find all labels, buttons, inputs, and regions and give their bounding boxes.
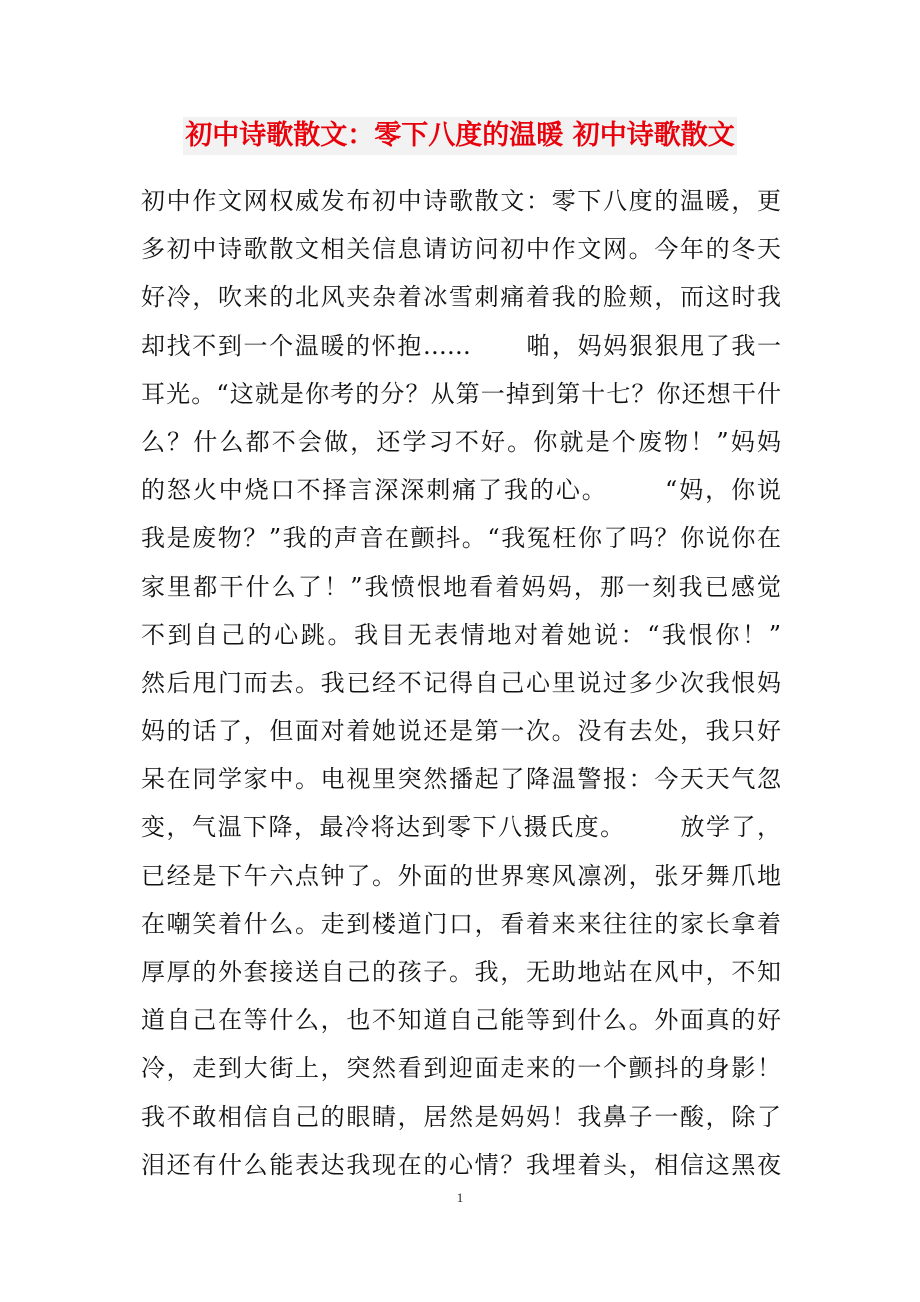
text-line: 泪还有什么能表达我现在的心情？我埋着头，相信这黑夜	[141, 1150, 781, 1179]
text-line: 在嘲笑着什么。走到楼道门口，看着来来往往的家长拿着	[141, 909, 781, 938]
text-line: 多初中诗歌散文相关信息请访问初中作文网。今年的冬天	[141, 235, 781, 264]
text-line: 初中作文网权威发布初中诗歌散文：零下八度的温暖，更	[141, 187, 781, 215]
text-line: 耳光。“这就是你考的分？从第一掉到第十七？你还想干什	[141, 379, 781, 408]
text-line: 么？什么都不会做，还学习不好。你就是个废物！”妈妈	[141, 427, 781, 456]
text-line: 然后甩门而去。我已经不记得自己心里说过多少次我恨妈	[141, 668, 781, 697]
document-title: 初中诗歌散文：零下八度的温暖 初中诗歌散文	[183, 117, 736, 155]
text-line: 不到自己的心跳。我目无表情地对着她说：“我恨你！”	[141, 620, 781, 649]
text-line: 已经是下午六点钟了。外面的世界寒风凛冽，张牙舞爪地	[141, 861, 781, 890]
text-line: 好冷，吹来的北风夹杂着冰雪刺痛着我的脸颊，而这时我	[141, 283, 781, 312]
body-text	[141, 177, 781, 1189]
text-line: 呆在同学家中。电视里突然播起了降温警报：今天天气忽	[141, 765, 781, 794]
text-line: 冷，走到大街上，突然看到迎面走来的一个颤抖的身影！	[141, 1054, 781, 1083]
text-line: 家里都干什么了！”我愤恨地看着妈妈，那一刻我已感觉	[141, 572, 781, 601]
text-line: 妈的话了，但面对着她说还是第一次。没有去处，我只好	[141, 717, 781, 746]
text-line: 却找不到一个温暖的怀抱…… 啪，妈妈狠狠甩了我一	[141, 331, 781, 360]
text-line: 我不敢相信自己的眼睛，居然是妈妈！我鼻子一酸，除了	[141, 1102, 781, 1131]
text-line: 道自己在等什么，也不知道自己能等到什么。外面真的好	[141, 1006, 781, 1035]
text-line: 变，气温下降，最冷将达到零下八摄氏度。 放学了，	[141, 813, 781, 842]
title-container	[0, 117, 920, 155]
text-line: 厚厚的外套接送自己的孩子。我，无助地站在风中，不知	[141, 958, 781, 986]
page-number: 1	[456, 1190, 464, 1205]
text-line: 我是废物？”我的声音在颤抖。“我冤枉你了吗？你说你在	[141, 524, 781, 553]
text-line: 的怒火中烧口不择言深深刺痛了我的心。 “妈，你说	[141, 476, 781, 505]
